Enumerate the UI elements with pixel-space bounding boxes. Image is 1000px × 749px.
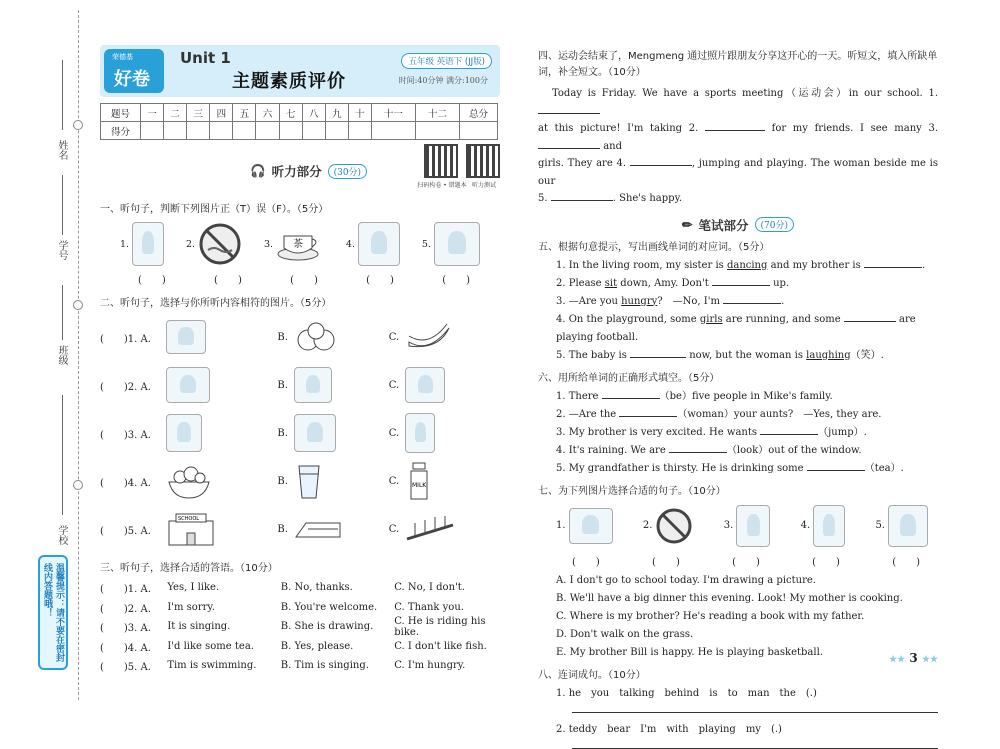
q3-row [100,637,500,657]
q2-num: ( )1. A. [100,333,151,345]
milk-bottle-icon [405,461,435,501]
q3-row [100,598,500,618]
q6-blank[interactable] [602,398,660,399]
q3-option-b: B. Yes, please. [280,640,354,652]
class-label: 班级 [56,345,67,365]
q5-text: are playing football. [556,313,916,343]
q6-text: 3. My brother is very excited. He wants [556,426,761,438]
q6-item [538,406,938,424]
q7-option: C. Where is my brother? He's reading a book with my father. [556,610,865,622]
logo [104,49,164,93]
q2-num: ( )4. A. [100,477,151,489]
q5-text: and my brother is [767,259,864,271]
q6-blank[interactable] [619,416,677,417]
q3-row [100,617,500,637]
q3-option-c: C. I don't like fish. [394,640,487,652]
cooking-picture [888,505,928,547]
answer-paren[interactable]: ( ) [214,275,242,286]
q3-row [100,656,500,676]
score-table-cell: 九 [325,104,348,122]
listening-points: (30分) [328,164,367,179]
q3-option-a: I'm sorry. [167,601,215,613]
qr-caption: 扫码构卷 • 错题本 [417,182,467,189]
answer-paren[interactable]: ( ) [652,556,680,568]
score-cell[interactable] [210,122,233,140]
seal-line [78,10,79,700]
q1-answer-row [100,271,500,286]
option-b: B. [277,379,288,391]
writing-points: (70分) [755,217,794,232]
q1-num: 2. [185,238,196,250]
score-cell[interactable] [256,122,279,140]
q6-text: 5. My grandfather is thirsty. He is drinking some [556,462,807,474]
listening-banner [250,162,367,180]
score-cell[interactable] [164,122,187,140]
score-cell[interactable] [415,122,459,140]
name-field-line[interactable] [62,60,63,130]
option-c: C. [388,379,400,391]
q4-heading: 四、运动会结束了，Mengmeng 通过照片跟朋友分享这开心的一天。听短文，填入所缺单词，补全短文。（10分） [538,51,938,78]
q5-blank[interactable] [630,357,686,358]
bridge-icon [405,513,455,545]
q3-row [100,578,500,598]
q7-num: 4. [800,520,811,531]
q5-item [538,347,938,365]
q4-blank-4[interactable] [630,165,692,166]
time-info: 时间:40分钟 满分:100分 [398,76,488,85]
option-c: C. [388,475,400,487]
score-table-cell: 十一 [371,104,415,122]
answer-paren[interactable]: ( ) [366,275,394,286]
oranges-icon [294,320,338,354]
no-walking-on-grass-icon [655,507,693,545]
score-table-cell: 四 [210,104,233,122]
q3-option-a: Yes, I like. [167,582,220,594]
girl-at-desk-picture [405,367,445,403]
q4-text: for my friends. I see many 3. [771,123,938,134]
score-table-cell: 总分 [460,104,498,122]
score-cell[interactable] [325,122,348,140]
q5-text: are running, and some [722,313,844,325]
logo-text: 好卷 [114,69,150,90]
q4-blank-5[interactable] [551,200,613,201]
q2-heading: 二、听句子，选择与你所听内容相符的图片。（5分） [100,298,332,309]
q1-num: 3. [263,238,274,250]
q4-text: , jumping and playing. The woman beside me is our [538,158,938,187]
q5-blank[interactable] [712,285,770,286]
score-cell[interactable] [279,122,302,140]
glass-of-water-icon [294,462,324,500]
score-table-score-row [101,122,498,140]
binding-hole [73,120,83,130]
q3-option-a: It is singing. [167,621,231,633]
q6-heading: 六、用所给单词的正确形式填空。（5分） [538,372,720,384]
headphones-icon: 🎧 [250,163,266,178]
q4-text: Today is Friday. We have a sports meeting（运动会）in our school. 1. [552,88,938,99]
q3-option-b: B. She is drawing. [280,621,374,633]
q5-text: now, but the woman is [686,349,807,361]
q7-num: 3. [723,520,734,531]
q5-underlined: hungry [621,295,658,307]
page-title: 主题素质评价 [232,71,346,92]
q4-text: and [603,140,622,152]
q1-num: 1. [120,238,130,250]
svg-text:茶: 茶 [293,239,304,250]
q6-text: 4. It's raining. We are [556,444,669,456]
q5-text: up. [769,277,790,289]
q4-passage [538,85,938,208]
q8-heading: 八、连词成句。（10分） [538,669,646,681]
q4-text: at this picture! I'm taking 2. [538,123,699,134]
q7-num: 2. [642,520,653,531]
q1-pictures [100,219,500,269]
score-cell[interactable] [187,122,210,140]
fruit-bowl-icon [166,462,212,500]
q8-item: 2. teddy bear I'm with playing my (.) [556,723,782,735]
school-field-line[interactable] [62,395,63,515]
q5-blank[interactable] [723,303,781,304]
q5-underlined: sit [604,277,618,289]
q3-heading: 三、听句子，选择合适的答语。（10分） [100,563,278,574]
score-table-cell: 十 [348,104,371,122]
q7-option: B. We'll have a big dinner this evening. Look! My mother is cooking. [556,592,903,604]
q3-num: ( )4. A. [100,642,151,654]
q6-text: （tea）. [864,462,904,474]
girl-picture [132,222,164,266]
q3-option-b: B. Tim is singing. [280,660,369,672]
reading-picture [569,508,613,544]
q5-item [538,293,938,311]
q6-text: （woman）your aunts? —Yes, they are. [677,408,882,420]
star-icon: ★★ [921,655,938,665]
q5-underlined: laughing [806,349,851,361]
q5-text: ? —No, I'm [657,295,724,307]
q6-text: （jump）. [818,426,867,438]
class-field-line[interactable] [62,285,63,340]
q2-row [100,457,500,505]
q3-option-a: Tim is swimming. [167,660,257,672]
girl-dancing-picture [405,413,435,453]
q6-blank[interactable] [807,470,865,471]
q4-blank-2[interactable] [705,130,765,131]
q3-option-c: C. Thank you. [394,601,464,613]
answer-paren[interactable]: ( ) [572,556,600,568]
page-header [100,45,500,97]
option-b: B. [277,523,288,535]
q2-row [100,409,500,457]
q5-item [538,275,938,293]
score-row-label: 得分 [101,122,141,140]
q2-num: ( )2. A. [100,381,151,393]
listening-title: 听力部分 [271,164,322,179]
q3-num: ( )2. A. [100,603,151,615]
basketball-picture [813,505,845,547]
q3-num: ( )1. A. [100,584,151,596]
q3-num: ( )3. A. [100,623,151,635]
star-icon: ★★ [888,655,906,665]
option-c: C. [388,331,400,343]
seal-warning-box [38,555,68,670]
easel-picture [166,414,202,452]
score-cell[interactable] [460,122,498,140]
page-footer [889,651,938,665]
q5-text: 4. On the playground, some [556,313,700,325]
right-column [538,45,938,749]
q8-item: 1. he you talking behind is to man the (.) [556,687,817,699]
q1-num: 4. [345,238,355,250]
student-id-field-line[interactable] [62,175,63,235]
q7-heading: 七、为下列图片选择合适的句子。（10分） [538,485,726,497]
q7-option: E. My brother Bill is happy. He is playing basketball. [556,646,823,658]
q6-item [538,424,938,442]
school-building-icon [166,511,216,547]
grade-badge: 五年级 英语下 (JJ版) [401,53,492,69]
score-table [100,103,498,140]
q5-blank[interactable] [864,267,922,268]
q5-blank[interactable] [844,321,896,322]
answer-paren[interactable]: ( ) [732,556,760,568]
tea-cup-icon [276,224,324,264]
q8-answer-line[interactable] [572,703,938,713]
option-c: C. [388,523,400,535]
train-icon [294,513,342,545]
answer-paren[interactable]: ( ) [290,275,318,286]
unit-label: Unit 1 [180,49,231,67]
grandpa-picture [294,414,336,452]
q4-text: . She's happy. [612,193,683,204]
q6-item [538,388,938,406]
answer-paren[interactable]: ( ) [138,275,166,286]
q6-text: （be）five people in Mike's family. [659,390,833,402]
score-cell[interactable] [348,122,371,140]
q5-text: 2. Please [556,277,605,289]
no-swimming-sign-icon [198,222,242,266]
score-table-cell: 二 [164,104,187,122]
score-table-cell: 五 [233,104,256,122]
q7-option: D. Don't walk on the grass. [556,628,694,640]
q3-option-c: C. I'm hungry. [394,660,466,672]
q5-text: down, Amy. Don't [617,277,712,289]
q4-text: 5. [538,193,548,204]
q6-item [538,442,938,460]
boy-sitting-picture [294,367,332,403]
binding-hole [73,480,83,490]
q7-options [538,572,938,662]
q5-text: . [921,259,926,271]
score-table-cell: 三 [187,104,210,122]
answer-paren[interactable]: ( ) [892,556,920,568]
q7-num: 5. [875,520,885,531]
option-b: B. [277,475,288,487]
drawing-picture [736,505,770,547]
page-number: 3 [909,651,918,665]
q5-text: （笑）. [850,349,884,361]
score-table-cell: 六 [256,104,279,122]
school-label: 学校 [56,525,67,545]
student-id-label: 学号 [56,240,67,260]
q3-option-c: C. No, I don't. [394,582,465,594]
qr-caption: 听力测试 [471,182,496,189]
answer-paren[interactable]: ( ) [812,556,840,568]
q6-blank[interactable] [669,452,727,453]
q3-num: ( )5. A. [100,662,151,674]
answer-paren[interactable]: ( ) [442,275,470,286]
two-kids-picture [166,367,210,403]
binding-hole [73,300,83,310]
option-b: B. [277,331,288,343]
score-cell[interactable] [141,122,164,140]
q6-blank[interactable] [760,434,818,435]
score-cell[interactable] [302,122,325,140]
q2-row [100,505,500,553]
q1-heading: 一、听句子，判断下列图片正（T）误（F）。（5分） [100,204,329,215]
candy-picture [166,320,206,354]
score-table-cell: 十二 [415,104,459,122]
q4-blank-1[interactable] [538,113,600,114]
q3-option-c: C. He is riding his bike. [394,615,486,638]
seal-warning-text: 温馨提示：请不要在密封线内答题哦！ [42,563,64,662]
q8-answer-line[interactable] [572,739,938,749]
q5-underlined: girls [699,313,723,325]
qr-code-icon[interactable] [424,144,458,178]
q5-underlined: dancing [726,259,768,271]
score-table-cell: 一 [141,104,164,122]
q4-blank-3[interactable] [538,148,600,149]
left-column [100,45,500,676]
q5-text: 3. —Are you [556,295,622,307]
family-picture [358,222,400,266]
q5-item [538,311,938,347]
q4-text: girls. They are 4. [538,158,627,169]
score-table-header-row [101,104,498,122]
q3-option-a: I'd like some tea. [167,640,254,652]
name-label: 姓名 [56,140,67,160]
score-cell[interactable] [233,122,256,140]
pencil-icon: ✏ [682,217,693,232]
q2-num: ( )5. A. [100,525,151,537]
q3-option-b: B. No, thanks. [280,582,353,594]
bananas-icon [405,322,451,352]
q1-num: 5. [421,238,431,250]
q5-heading: 五、根据句意提示，写出画线单词的对应词。（5分） [538,241,770,253]
score-table-cell: 七 [279,104,302,122]
q5-text: 1. In the living room, my sister is [556,259,727,271]
q2-row [100,313,500,361]
q6-text: 2. —Are the [556,408,620,420]
q3-option-b: B. You're welcome. [280,601,378,613]
writing-banner [538,216,938,234]
q6-item [538,460,938,478]
q6-text: （look）out of the window. [726,444,862,456]
q7-answer-row [538,553,938,568]
q7-pictures [538,501,938,551]
score-cell[interactable] [371,122,415,140]
milk-label: MILK [412,482,427,489]
q7-option: A. I don't go to school today. I'm drawing a picture. [556,574,816,586]
binding-margin [0,0,88,711]
score-table-cell: 题号 [101,104,141,122]
q2-num: ( )3. A. [100,429,151,441]
q5-text: 5. The baby is [556,349,631,361]
score-table-cell: 八 [302,104,325,122]
option-c: C. [388,427,400,439]
qr-row [100,140,500,196]
q7-num: 1. [556,520,566,531]
option-b: B. [277,427,288,439]
q6-text: 1. There [556,390,602,402]
q2-row [100,361,500,409]
writing-title: 笔试部分 [698,217,749,233]
q5-item [538,257,938,275]
brand-name: 荣德基 [112,53,133,61]
q5-text: . [781,295,785,307]
room-picture [434,222,480,266]
qr-code-icon[interactable] [466,144,500,178]
school-sign-text: SCHOOL [178,516,200,522]
